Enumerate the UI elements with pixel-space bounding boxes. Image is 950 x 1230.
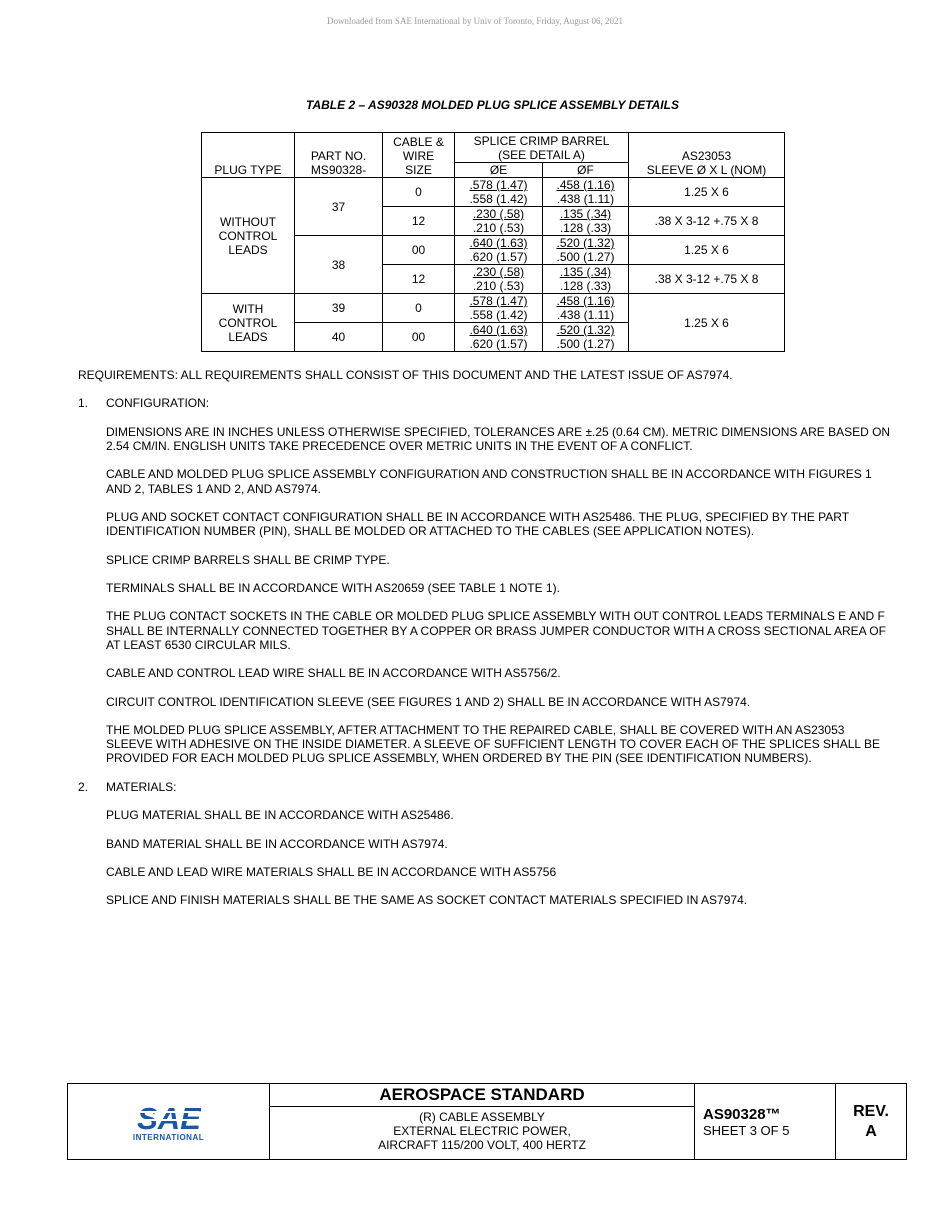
header-sleeve: AS23053 SLEEVE Ø X L (NOM) bbox=[629, 133, 785, 178]
wire-size: 00 bbox=[383, 236, 455, 265]
logo-subtitle: INTERNATIONAL bbox=[132, 1132, 205, 1142]
group-without-control-leads: WITHOUT CONTROL LEADS bbox=[202, 178, 295, 294]
paragraph: PLUG MATERIAL SHALL BE IN ACCORDANCE WITH AS25486. bbox=[106, 808, 454, 823]
sleeve-value: .38 X 3-12 +.75 X 8 bbox=[629, 207, 785, 236]
table-row bbox=[202, 178, 785, 207]
sleeve-value: 1.25 X 6 bbox=[629, 294, 785, 352]
sae-logo bbox=[68, 1084, 270, 1160]
oe-value: .640 (1.63) .620 (1.57) bbox=[455, 323, 543, 352]
sleeve-value: 1.25 X 6 bbox=[629, 236, 785, 265]
oe-value: .230 (.58) .210 (.53) bbox=[455, 207, 543, 236]
download-watermark: Downloaded from SAE International by Univ of Toronto, Friday, August 06, 2021 bbox=[326, 16, 624, 26]
paragraph: BAND MATERIAL SHALL BE IN ACCORDANCE WITH AS7974. bbox=[106, 836, 448, 851]
part-number: 39 bbox=[295, 294, 383, 323]
wire-size: 00 bbox=[383, 323, 455, 352]
header-plug-type: PLUG TYPE bbox=[202, 133, 295, 178]
sheet-number: SHEET 3 OF 5 bbox=[703, 1122, 790, 1138]
revision-value: A bbox=[865, 1122, 877, 1140]
doc-number-cell bbox=[695, 1084, 836, 1160]
of-value: .458 (1.16) .438 (1.11) bbox=[543, 178, 629, 207]
table-title: TABLE 2 – AS90328 MOLDED PLUG SPLICE ASSEMBLY DETAILS bbox=[306, 98, 679, 112]
of-value: .458 (1.16) .438 (1.11) bbox=[543, 294, 629, 323]
group-with-control-leads: WITH CONTROL LEADS bbox=[202, 294, 295, 352]
oe-value: .578 (1.47) .558 (1.42) bbox=[455, 178, 543, 207]
paragraph: DIMENSIONS ARE IN INCHES UNLESS OTHERWISE SPECIFIED, TOLERANCES ARE ±.25 (0.64 CM). METRIC DIMENSIONS ARE BASED ON 2.54 CM/IN. ENGLISH UNITS TAKE PRECEDENCE OVER METRIC UNITS IN THE EVENT OF A CONFLICT. bbox=[106, 424, 891, 453]
revision-label: REV. bbox=[853, 1102, 889, 1120]
part-number: 38 bbox=[295, 236, 383, 294]
sae-logo-icon bbox=[137, 1102, 201, 1132]
of-value: .520 (1.32) .500 (1.27) bbox=[543, 236, 629, 265]
section-heading-materials: 2. MATERIALS: bbox=[78, 779, 177, 794]
splice-details-table bbox=[201, 132, 785, 352]
standard-title: AEROSPACE STANDARD bbox=[270, 1084, 694, 1107]
paragraph: SPLICE AND FINISH MATERIALS SHALL BE THE SAME AS SOCKET CONTACT MATERIALS SPECIFIED IN AS7974. bbox=[106, 893, 748, 908]
title-cell bbox=[270, 1084, 695, 1160]
paragraph: CIRCUIT CONTROL IDENTIFICATION SLEEVE (SEE FIGURES 1 AND 2) SHALL BE IN ACCORDANCE WITH AS7974. bbox=[106, 694, 751, 709]
part-number: 37 bbox=[295, 178, 383, 236]
paragraph: THE PLUG CONTACT SOCKETS IN THE CABLE OR MOLDED PLUG SPLICE ASSEMBLY WITH OUT CONTROL LEADS TERMINALS E AND F SHALL BE INTERNALLY CONNECTED TOGETHER BY A COPPER OR BRASS JUMPER CONDUCTOR WITH A CROSS SECTIONAL AREA OF AT LEAST 6530 CIRCULAR MILS. bbox=[106, 609, 886, 652]
header-of: ØF bbox=[543, 163, 629, 178]
title-block bbox=[67, 1083, 907, 1160]
revision-cell bbox=[836, 1084, 907, 1160]
of-value: .520 (1.32) .500 (1.27) bbox=[543, 323, 629, 352]
requirements-statement: REQUIREMENTS: ALL REQUIREMENTS SHALL CONSIST OF THIS DOCUMENT AND THE LATEST ISSUE OF AS7974. bbox=[78, 368, 733, 382]
part-number: 40 bbox=[295, 323, 383, 352]
paragraph: CABLE AND MOLDED PLUG SPLICE ASSEMBLY CONFIGURATION AND CONSTRUCTION SHALL BE IN ACCORDANCE WITH FIGURES 1 AND 2, TABLES 1 AND 2, AND AS7974. bbox=[106, 467, 872, 496]
header-oe: ØE bbox=[455, 163, 543, 178]
paragraph: TERMINALS SHALL BE IN ACCORDANCE WITH AS20659 (SEE TABLE 1 NOTE 1). bbox=[106, 580, 560, 595]
section-heading-configuration: 1. CONFIGURATION: bbox=[78, 396, 210, 411]
document-subtitle: (R) CABLE ASSEMBLY EXTERNAL ELECTRIC POWER, AIRCRAFT 115/200 VOLT, 400 HERTZ bbox=[378, 1110, 586, 1152]
svg-text:SAE: SAE bbox=[136, 1101, 201, 1132]
oe-value: .640 (1.63) .620 (1.57) bbox=[455, 236, 543, 265]
oe-value: .230 (.58) .210 (.53) bbox=[455, 265, 543, 294]
document-number: AS90328™ bbox=[703, 1105, 781, 1123]
wire-size: 0 bbox=[383, 178, 455, 207]
paragraph: CABLE AND LEAD WIRE MATERIALS SHALL BE IN ACCORDANCE WITH AS5756 bbox=[106, 864, 557, 879]
sleeve-value: .38 X 3-12 +.75 X 8 bbox=[629, 265, 785, 294]
wire-size: 0 bbox=[383, 294, 455, 323]
header-cable-wire-size: CABLE & WIRE SIZE bbox=[383, 133, 455, 178]
paragraph: CABLE AND CONTROL LEAD WIRE SHALL BE IN ACCORDANCE WITH AS5756/2. bbox=[106, 666, 561, 681]
paragraph: SPLICE CRIMP BARRELS SHALL BE CRIMP TYPE. bbox=[106, 552, 390, 567]
of-value: .135 (.34) .128 (.33) bbox=[543, 207, 629, 236]
wire-size: 12 bbox=[383, 265, 455, 294]
header-part-no: PART NO. MS90328- bbox=[295, 133, 383, 178]
sleeve-value: 1.25 X 6 bbox=[629, 178, 785, 207]
table-row bbox=[202, 294, 785, 323]
header-splice-crimp-barrel: SPLICE CRIMP BARREL (SEE DETAIL A) bbox=[455, 133, 629, 163]
of-value: .135 (.34) .128 (.33) bbox=[543, 265, 629, 294]
document-body bbox=[78, 368, 893, 922]
wire-size: 12 bbox=[383, 207, 455, 236]
paragraph: PLUG AND SOCKET CONTACT CONFIGURATION SHALL BE IN ACCORDANCE WITH AS25486. THE PLUG, SPECIFIED BY THE PART IDENTIFICATION NUMBER (PIN), SHALL BE MOLDED OR ATTACHED TO THE CABLES (SEE APPLICATION NOTES). bbox=[106, 509, 849, 539]
oe-value: .578 (1.47) .558 (1.42) bbox=[455, 294, 543, 323]
paragraph: THE MOLDED PLUG SPLICE ASSEMBLY, AFTER ATTACHMENT TO THE REPAIRED CABLE, SHALL BE COVERED WITH AN AS23053 SLEEVE WITH ADHESIVE ON THE INSIDE DIAMETER. A SLEEVE OF SUFFICIENT LENGTH TO COVER EACH OF THE SPLICES SHALL BE PROVIDED FOR EACH MOLDED PLUG SPLICE ASSEMBLY, WHEN ORDERED BY THE PIN (SEE IDENTIFICATION NUMBERS). bbox=[106, 722, 880, 766]
